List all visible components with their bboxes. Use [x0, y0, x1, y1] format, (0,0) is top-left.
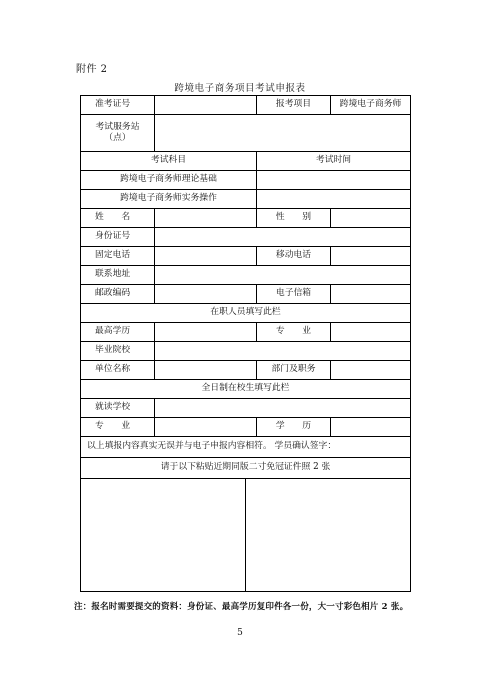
postcode-label: 邮政编码: [81, 285, 155, 304]
exam-project-value: 跨境电子商务师: [331, 96, 411, 115]
declaration-signature-row[interactable]: 以上填报内容真实无误并与电子申报内容相符。 学员确认签字：: [81, 437, 411, 458]
student-major-field[interactable]: [155, 418, 257, 437]
mobile-label: 移动电话: [257, 247, 331, 266]
photo-area: [81, 479, 411, 592]
education-label: 最高学历: [81, 323, 155, 342]
exam-site-field[interactable]: [155, 115, 411, 152]
graduate-school-label: 毕业院校: [81, 342, 155, 361]
current-school-label: 就读学校: [81, 399, 155, 418]
page-number: 5: [237, 628, 243, 638]
current-school-field[interactable]: [155, 399, 411, 418]
graduate-school-field[interactable]: [155, 342, 411, 361]
employer-field[interactable]: [155, 361, 257, 380]
education-field[interactable]: [155, 323, 257, 342]
application-form-table: [80, 95, 411, 592]
id-number-label: 身份证号: [81, 228, 155, 247]
photo-instruction: 请于以下粘贴近期同版二寸免冠证件照 2 张: [81, 458, 411, 479]
photo-slot-2[interactable]: [246, 479, 410, 591]
exam-site-label-line1: 考试服务站: [95, 121, 140, 132]
exam-subject-header: 考试科目: [81, 152, 257, 171]
student-major-label: 专 业: [81, 418, 155, 437]
landline-label: 固定电话: [81, 247, 155, 266]
gender-label: 性 别: [257, 209, 331, 228]
photo-slot-1[interactable]: [81, 479, 246, 591]
department-label: 部门及职务: [257, 361, 331, 380]
email-field[interactable]: [331, 285, 411, 304]
exam-subject-practice: 跨境电子商务师实务操作: [81, 190, 257, 209]
attachment-label: 附件 2: [76, 64, 108, 75]
student-degree-label: 学 历: [257, 418, 331, 437]
gender-field[interactable]: [331, 209, 411, 228]
mobile-field[interactable]: [331, 247, 411, 266]
exam-time-header: 考试时间: [257, 152, 411, 171]
exam-project-label: 报考项目: [257, 96, 331, 115]
department-field[interactable]: [331, 361, 411, 380]
exam-site-label: [81, 115, 155, 152]
address-field[interactable]: [155, 266, 411, 285]
exam-time-theory-field[interactable]: [257, 171, 411, 190]
form-title: 跨境电子商务项目考试申报表: [174, 83, 306, 94]
major-label: 专 业: [257, 323, 331, 342]
student-degree-field[interactable]: [331, 418, 411, 437]
ticket-number-label: 准考证号: [81, 96, 155, 115]
exam-site-label-line2: （点）: [104, 133, 131, 143]
landline-field[interactable]: [155, 247, 257, 266]
name-field[interactable]: [155, 209, 257, 228]
major-field[interactable]: [331, 323, 411, 342]
name-label: 姓 名: [81, 209, 155, 228]
footnote: 注：报名时需要提交的资料：身份证、最高学历复印件各一份，大一寸彩色相片 2 张。: [74, 602, 409, 612]
employer-label: 单位名称: [81, 361, 155, 380]
postcode-field[interactable]: [155, 285, 257, 304]
student-section-header: 全日制在校生填写此栏: [81, 380, 411, 399]
exam-time-practice-field[interactable]: [257, 190, 411, 209]
ticket-number-field[interactable]: [155, 96, 257, 115]
address-label: 联系地址: [81, 266, 155, 285]
email-label: 电子信箱: [257, 285, 331, 304]
employed-section-header: 在职人员填写此栏: [81, 304, 411, 323]
id-number-field[interactable]: [155, 228, 411, 247]
exam-subject-theory: 跨境电子商务师理论基础: [81, 171, 257, 190]
